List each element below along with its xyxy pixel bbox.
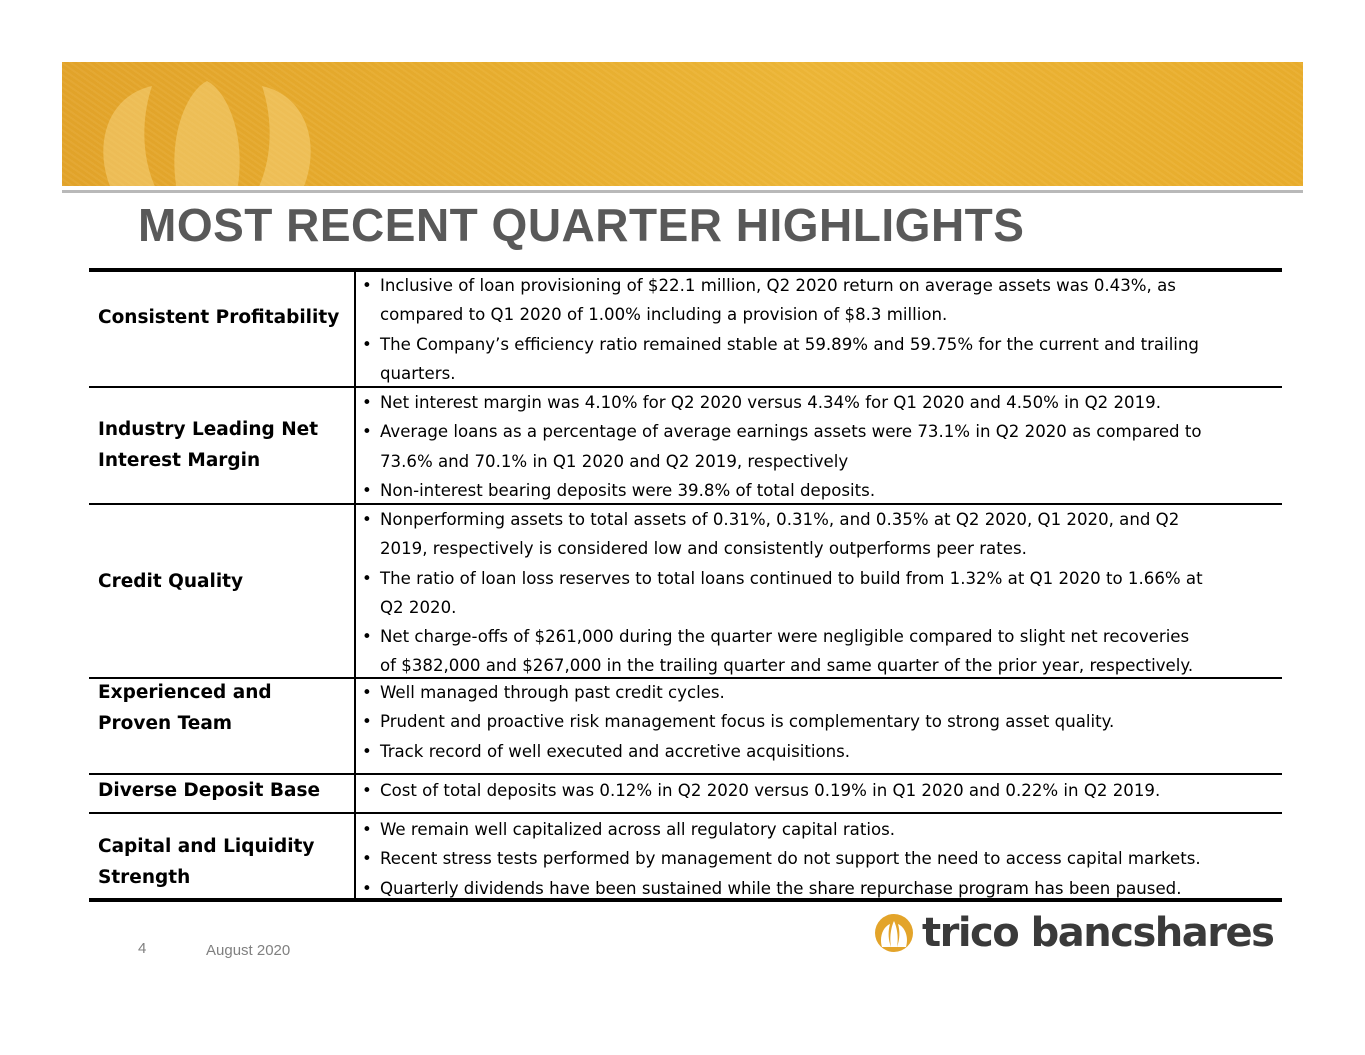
row-bullets-industry-leading-nim xyxy=(362,388,1280,505)
footer-date: August 2020 xyxy=(206,942,291,959)
page-title: MOST RECENT QUARTER HIGHLIGHTS xyxy=(138,199,1025,251)
banner-divider xyxy=(62,190,1303,193)
bullet-icon: • xyxy=(362,568,372,588)
row-label-consistent-profitability: Consistent Profitability xyxy=(98,307,340,328)
logo-wordmark: trico bancshares xyxy=(922,910,1274,956)
bullet-icon: • xyxy=(362,276,372,295)
bullet-icon: • xyxy=(362,820,372,839)
row-label-capital-liquidity: Capital and Liquidity Strength xyxy=(98,836,315,888)
bullet-icon: • xyxy=(362,422,372,442)
list-item: • The ratio of loan loss reserves to total loans continued to build from 1.32% at Q1 2020 to 1.66% at Q2 2020. xyxy=(362,564,1280,623)
row-bullets-diverse-deposit-base xyxy=(362,776,1280,805)
row-bullets-experienced-team xyxy=(362,678,1280,766)
list-item: • Non-interest bearing deposits were 39.8% of total deposits. xyxy=(362,476,1280,505)
list-item: • Cost of total deposits was 0.12% in Q2 2020 versus 0.19% in Q1 2020 and 0.22% in Q2 2019. xyxy=(362,776,1280,805)
list-item: • Inclusive of loan provisioning of $22.1 million, Q2 2020 return on average assets was 0.43%, as compared to Q1 2020 of 1.00% including a provision of $8.3 million. xyxy=(362,271,1280,330)
list-item: • Recent stress tests performed by management do not support the need to access capital markets. xyxy=(362,844,1280,873)
list-item: • Quarterly dividends have been sustained while the share repurchase program has been paused. xyxy=(362,874,1280,903)
row-label-industry-leading-nim: Industry Leading Net Interest Margin xyxy=(98,419,319,471)
bullet-icon: • xyxy=(362,627,372,647)
bullet-icon: • xyxy=(362,741,372,761)
list-item: • Nonperforming assets to total assets of 0.31%, 0.31%, and 0.35% at Q2 2020, Q1 2020, and Q2 2019, respectively is considered low and consistently outperforms peer rates. xyxy=(362,505,1280,564)
bullet-icon: • xyxy=(362,781,372,800)
list-item: • We remain well capitalized across all regulatory capital ratios. xyxy=(362,815,1280,844)
page-number: 4 xyxy=(138,940,147,957)
table-column-divider xyxy=(354,272,356,898)
bullet-icon: • xyxy=(362,683,372,702)
header-banner xyxy=(62,62,1303,186)
bullet-icon: • xyxy=(362,878,372,898)
list-item: • Well managed through past credit cycles. xyxy=(362,678,1280,707)
list-item: • The Company’s efficiency ratio remained stable at 59.89% and 59.75% for the current and trailing quarters. xyxy=(362,330,1280,389)
list-item: • Track record of well executed and accretive acquisitions. xyxy=(362,737,1280,766)
bullet-icon: • xyxy=(362,849,372,869)
row-bullets-capital-liquidity xyxy=(362,815,1280,903)
row-bullets-credit-quality xyxy=(362,505,1280,681)
company-logo xyxy=(874,908,1273,958)
trico-emblem-icon xyxy=(874,913,914,953)
bullet-icon: • xyxy=(362,393,372,412)
banner-emblem-watermark-icon xyxy=(82,62,332,186)
bullet-icon: • xyxy=(362,510,372,529)
bullet-icon: • xyxy=(362,334,372,354)
list-item: • Net charge-offs of $261,000 during the quarter were negligible compared to slight net recoveries of $382,000 and $267,000 in the trailing quarter and same quarter of the prior year, respectively. xyxy=(362,622,1280,681)
bullet-icon: • xyxy=(362,712,372,732)
list-item: • Net interest margin was 4.10% for Q2 2020 versus 4.34% for Q1 2020 and 4.50% in Q2 2019. xyxy=(362,388,1280,417)
list-item: • Prudent and proactive risk management focus is complementary to strong asset quality. xyxy=(362,707,1280,736)
table-row-divider xyxy=(89,812,1282,814)
row-label-diverse-deposit-base: Diverse Deposit Base xyxy=(98,780,321,801)
row-bullets-consistent-profitability xyxy=(362,271,1280,388)
row-label-experienced-team: Experienced and Proven Team xyxy=(98,682,272,734)
row-label-credit-quality: Credit Quality xyxy=(98,571,244,592)
bullet-icon: • xyxy=(362,480,372,500)
list-item: • Average loans as a percentage of average earnings assets were 73.1% in Q2 2020 as compared to 73.6% and 70.1% in Q1 2020 and Q2 2019, respectively xyxy=(362,417,1280,476)
